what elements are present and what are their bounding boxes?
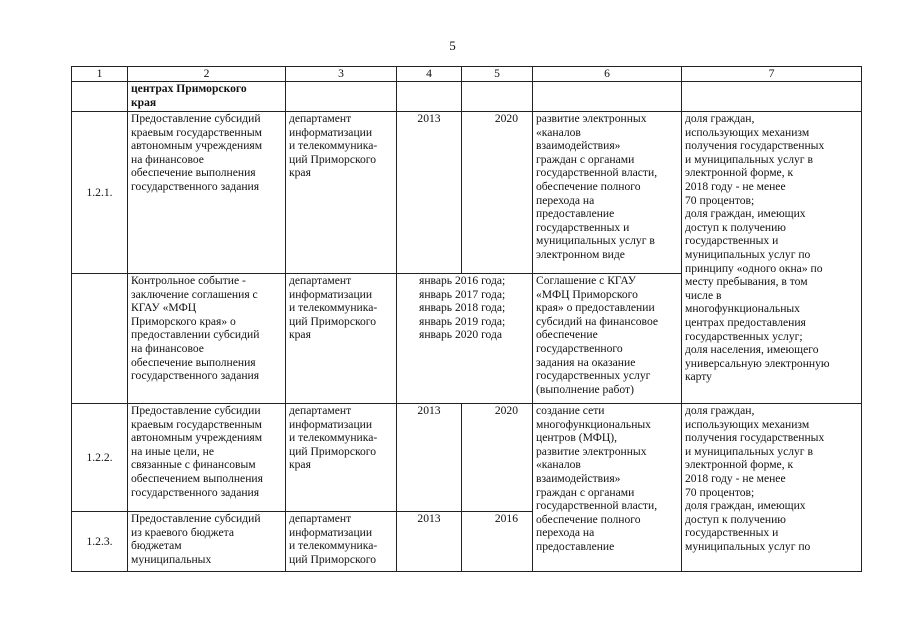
executor-cell: департамент информатизации и телекоммуника- ций Приморского края: [286, 274, 397, 404]
header-cell: 3: [286, 67, 397, 82]
end-year-cell: 2020: [462, 112, 533, 274]
executor-cell: департамент информатизации и телекоммуника- ций Приморского края: [286, 404, 397, 512]
program-table: [71, 66, 862, 572]
row-number-cell: [72, 274, 128, 404]
header-cell: 1: [72, 67, 128, 82]
end-year-cell: 2020: [462, 404, 533, 512]
end-year-cell: 2016: [462, 512, 533, 572]
executor-cell: департамент информатизации и телекоммуника- ций Приморского края: [286, 112, 397, 274]
page-number: 5: [449, 38, 456, 53]
indicator-cell: доля граждан, использующих механизм получения государственных и муниципальных услуг в электронной форме, к 2018 году - не менее 70 процентов; доля граждан, имеющих доступ к получению государственных и муниципальных услуг по: [682, 404, 862, 572]
row-number-cell: 1.2.1.: [72, 112, 128, 274]
activity-cell: Предоставление субсидий краевым государственным автономным учреждениям на финансовое обеспечение выполнения государственного задания: [128, 112, 286, 274]
dates-cell: январь 2016 года; январь 2017 года; январь 2018 года; январь 2019 года; январь 2020 года: [397, 274, 533, 404]
indicator-cell: доля граждан, использующих механизм получения государственных и муниципальных услуг в электронной форме, к 2018 году - не менее 70 процентов; доля граждан, имеющих доступ к получению государственных и муниципальных услуг по принципу «одного окна» по месту пребывания, в том числе в многофункциональных центрах предоставления государственных услуг; доля населения, имеющего универсальную электронную карту: [682, 112, 862, 404]
table-row: [72, 112, 862, 274]
table-row: [72, 82, 862, 112]
row-number-cell: 1.2.3.: [72, 512, 128, 572]
table-cell: [682, 82, 862, 112]
activity-cell: Контрольное событие - заключение соглашения с КГАУ «МФЦ Приморского края» о предоставлении субсидий на финансовое обеспечение выполнения государственного задания: [128, 274, 286, 404]
table-cell: [462, 82, 533, 112]
header-cell: 6: [533, 67, 682, 82]
table-cell: [286, 82, 397, 112]
table-cell: [397, 82, 462, 112]
table-cell: [533, 82, 682, 112]
header-cell: 2: [128, 67, 286, 82]
header-row: [72, 67, 862, 82]
row-number-cell: 1.2.2.: [72, 404, 128, 512]
start-year-cell: 2013: [397, 404, 462, 512]
row-number-cell: [72, 82, 128, 112]
result-cell: развитие электронных «каналов взаимодействия» граждан с органами государственной власти, обеспечение полного перехода на предоставление государственных и муниципальных услуг в электронном виде: [533, 112, 682, 274]
table-row: [72, 404, 862, 512]
executor-cell: департамент информатизации и телекоммуника- ций Приморского: [286, 512, 397, 572]
start-year-cell: 2013: [397, 112, 462, 274]
header-cell: 7: [682, 67, 862, 82]
header-cell: 4: [397, 67, 462, 82]
result-cell: Соглашение с КГАУ «МФЦ Приморского края» о предоставлении субсидий на финансовое обеспечение государственного задания на оказание государственных услуг (выполнение работ): [533, 274, 682, 404]
activity-cell: Предоставление субсидии краевым государственным автономным учреждениям на иные цели, не связанные с финансовым обеспечением выполнения государственного задания: [128, 404, 286, 512]
start-year-cell: 2013: [397, 512, 462, 572]
result-cell: создание сети многофункциональных центров (МФЦ), развитие электронных «каналов взаимодействия» граждан с органами государственной власти, обеспечение полного перехода на предоставление: [533, 404, 682, 572]
activity-cell: Предоставление субсидий из краевого бюджета бюджетам муниципальных: [128, 512, 286, 572]
header-cell: 5: [462, 67, 533, 82]
section-title-cell: центрах Приморского края: [128, 82, 286, 112]
